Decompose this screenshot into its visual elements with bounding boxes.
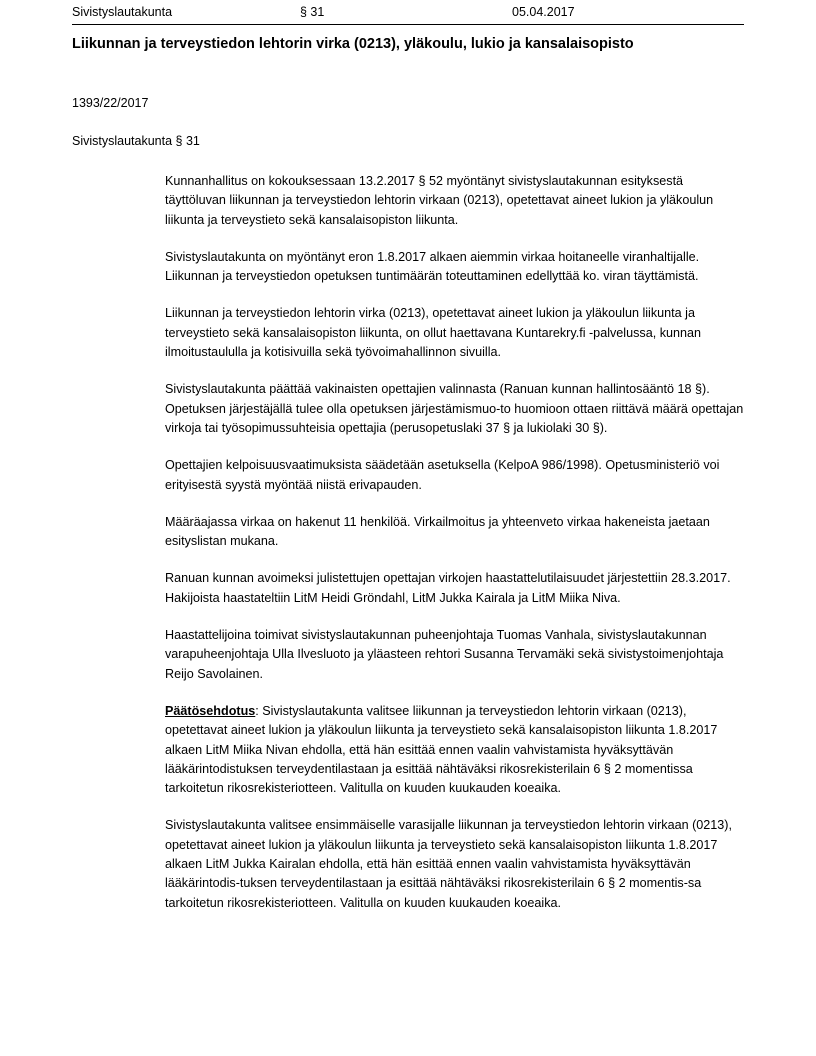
header-date: 05.04.2017 <box>512 5 575 19</box>
body-paragraph: Sivistyslautakunta valitsee ensimmäiselle varasijalle liikunnan ja terveystiedon lehtorin virkaan (0213), opetettavat aineet lukion ja yläkoulun liikunta ja terveystieto sekä kansalaisopiston liikunta 1.8.2017 alkaen LitM Jukka Kairalan ehdolla, että hän esittää ennen vaalin vahvistamista hyväksyttävän lääkärintodis-tuksen terveydentilastaan ja esittää nähtäväksi rikosrekisterilain 6 § 2 momentis-sa tarkoitetun rikosrekisteriotteen. Valitulla on kuuden kuukauden koeaika. <box>165 818 732 910</box>
body-paragraph: Kunnanhallitus on kokouksessaan 13.2.2017 § 52 myöntänyt sivistyslautakunnan esityksestä täyttöluvan liikunnan ja terveystiedon lehtorin virkaan (0213), opetettavat aineet lukion ja yläkoulun liikunta ja terveystieto sekä kansalaisopiston liikunta. <box>165 174 714 227</box>
document-body <box>165 172 745 913</box>
page-title: Liikunnan ja terveystiedon lehtorin virka (0213), yläkoulu, lukio ja kansalaisopisto <box>72 36 634 52</box>
header-section-number: § 31 <box>300 5 325 19</box>
body-paragraph: Liikunnan ja terveystiedon lehtorin virka (0213), opetettavat aineet lukion ja yläkoulun liikunta ja terveystieto sekä kansalaisopiston liikunta, on ollut haettavana Kuntarekry.fi -palvelussa, kunnan ilmoitustaululla ja kotisivuilla sekä työvoimahallinnon sivuilla. <box>165 306 702 360</box>
body-paragraph: Ranuan kunnan avoimeksi julistettujen opettajan virkojen haastattelutilaisuudet järjestettiin 28.3.2017. Hakijoista haastateltiin LitM Heidi Gröndahl, LitM Jukka Kairala ja LitM Miika Niva. <box>165 571 731 605</box>
header-divider <box>72 24 744 25</box>
decision-proposal-paragraph <box>165 702 745 798</box>
body-paragraph: Sivistyslautakunta on myöntänyt eron 1.8.2017 alkaen aiemmin virkaa hoitaneelle viranhaltijalle. Liikunnan ja terveystiedon opetuksen tuntimäärän toteuttaminen edellyttää ko. viran täyttämistä. <box>165 249 700 284</box>
decision-proposal-text: : Sivistyslautakunta valitsee liikunnan ja terveystiedon lehtorin virkaan (0213), opetettavat aineet lukion ja yläkoulun liikunta ja terveystieto sekä kansalaisopiston liikunta 1.8.2017 alkaen LitM Miika Nivan ehdolla, että hän esittää ennen vaalin vahvistamista hyväksyttävän lääkärintodistuksen terveydentilastaan ja esittää nähtäväksi rikosrekisterilain 6 § 2 momentissa tarkoitetun rikosrekisteriotteen. Valitulla on kuuden kuukauden koeaika. <box>165 703 718 796</box>
header-organization: Sivistyslautakunta <box>72 5 173 19</box>
document-number: 1393/22/2017 <box>72 96 149 110</box>
body-paragraph: Haastattelijoina toimivat sivistyslautakunnan puheenjohtaja Tuomas Vanhala, sivistyslautakunnan varapuheenjohtaja Ulla Ilvesluoto ja yläasteen rehtori Susanna Tervamäki sekä sivistystoimenjohtaja Reijo Savolainen. <box>165 628 724 681</box>
body-paragraph: Määräajassa virkaa on hakenut 11 henkilöä. Virkailmoitus ja yhteenveto virkaa hakeneista jaetaan esityslistan mukana. <box>165 514 710 549</box>
decision-proposal-label: Päätösehdotus <box>165 703 256 718</box>
body-paragraph: Opettajien kelpoisuusvaatimuksista säädetään asetuksella (KelpoA 986/1998). Opetusministeriö voi erityisestä syystä myöntää niistä erivapauden. <box>165 458 720 492</box>
section-subheading: Sivistyslautakunta § 31 <box>72 134 200 148</box>
body-paragraph: Sivistyslautakunta päättää vakinaisten opettajien valinnasta (Ranuan kunnan hallintosääntö 18 §). Opetuksen järjestäjällä tulee olla opetuksen järjestämismuo-to huomioon ottaen riittävä määrä opettajan virkoja tai työsopimussuhteisia opettajia (perusopetuslaki 37 § ja lukiolaki 30 §). <box>165 382 744 435</box>
